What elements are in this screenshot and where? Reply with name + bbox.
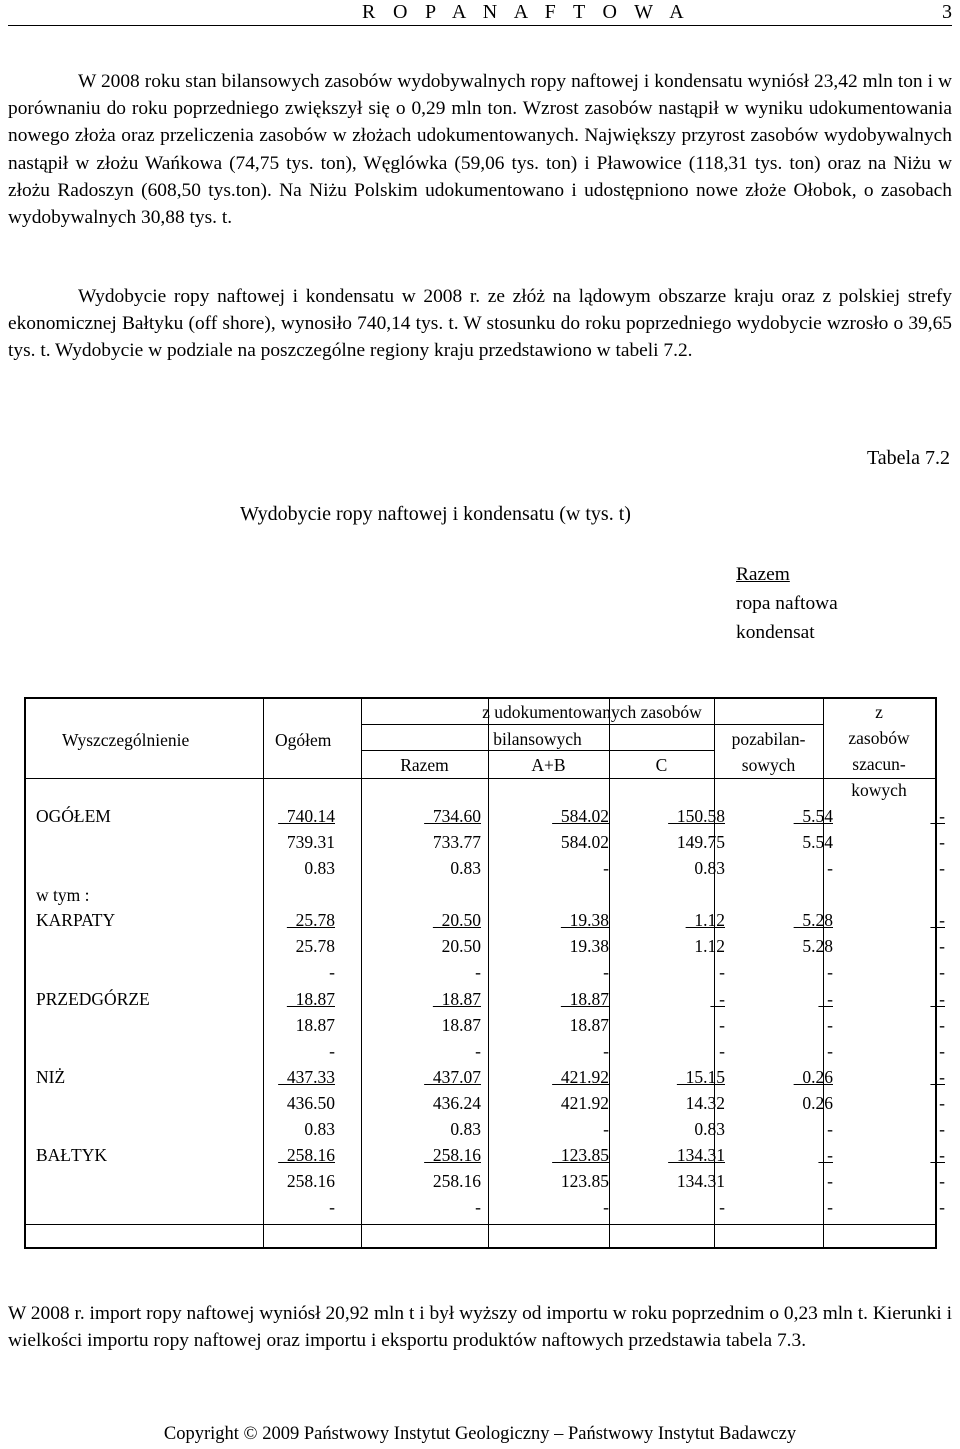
cell-c: - — [719, 962, 725, 982]
cell-c: 1.12 — [685, 910, 725, 930]
cell-razem: 20.50 — [432, 910, 481, 930]
cell-c: 0.83 — [694, 1119, 725, 1139]
cell-razem: 437.07 — [424, 1067, 481, 1087]
cell-szac: - — [930, 1067, 945, 1087]
table-title: Wydobycie ropy naftowej i kondensatu (w tys. t) — [240, 503, 631, 525]
table-label: Tabela 7.2 — [866, 447, 950, 469]
cell-ab: 584.02 — [552, 806, 609, 826]
header-szacunkowych: z zasobów szacun- kowych — [848, 702, 910, 800]
cell-razem: 0.83 — [450, 858, 481, 878]
cell-ab: 19.38 — [569, 936, 609, 956]
cell-razem: 734.60 — [424, 806, 481, 826]
row-label: NIŻ — [36, 1067, 66, 1087]
cell-ab: - — [603, 1041, 609, 1061]
cell-poza: 5.54 — [802, 832, 833, 852]
cell-poza: - — [827, 962, 833, 982]
cell-razem: 18.87 — [432, 989, 481, 1009]
header-udokumentowanych: z udokumentowanych zasobów — [482, 702, 702, 722]
header-razem: Razem — [400, 755, 449, 775]
cell-ogolem: 18.87 — [295, 1015, 335, 1035]
header-ogolem: Ogółem — [275, 730, 332, 750]
paragraph-production: Wydobycie ropy naftowej i kondensatu w 2008 r. ze złóż na lądowym obszarze kraju oraz z polskiej strefy ekonomicznej Bałtyku (off shore), wynosiło 740,14 tys. t. W stosunku do roku poprzedniego wydobycie wzrosło o 39,65 tys. t. Wydobycie w podziale na poszczególne regiony kraju przedstawiono w tabeli 7.2. — [8, 286, 952, 362]
cell-szac: - — [930, 806, 945, 826]
cell-szac: - — [939, 1119, 945, 1139]
cell-szac: - — [930, 1145, 945, 1165]
cell-poza: - — [827, 1171, 833, 1191]
cell-ogolem: 436.50 — [286, 1093, 335, 1113]
page-header — [8, 0, 952, 24]
cell-razem: 258.16 — [432, 1171, 481, 1191]
cell-ogolem: - — [329, 962, 335, 982]
cell-c: 150.58 — [668, 806, 725, 826]
cell-ab: 123.85 — [552, 1145, 609, 1165]
cell-poza: 5.28 — [802, 936, 833, 956]
cell-poza: - — [827, 858, 833, 878]
cell-ab: - — [603, 858, 609, 878]
cell-c: 134.31 — [668, 1145, 725, 1165]
cell-ogolem: 18.87 — [286, 989, 335, 1009]
chapter-title: R O P A N A F T O W A — [362, 1, 690, 23]
header-pozabilansowych: pozabilan- sowych — [731, 729, 806, 775]
cell-poza: 5.28 — [793, 910, 833, 930]
cell-ab: - — [603, 962, 609, 982]
row-label: KARPATY — [36, 910, 116, 930]
copyright-footer: Copyright © 2009 Państwowy Instytut Geologiczny – Państwowy Instytut Badawczy — [163, 1424, 797, 1444]
cell-ogolem: - — [329, 1197, 335, 1217]
cell-ab: 123.85 — [560, 1171, 609, 1191]
cell-poza: - — [827, 1041, 833, 1061]
header-rule — [8, 25, 952, 26]
cell-razem: 258.16 — [424, 1145, 481, 1165]
cell-poza: 0.26 — [793, 1067, 833, 1087]
header-ab: A+B — [531, 755, 566, 775]
cell-szac: - — [939, 962, 945, 982]
cell-ogolem: 0.83 — [304, 858, 335, 878]
cell-szac: - — [939, 1093, 945, 1113]
cell-szac: - — [939, 832, 945, 852]
legend-kondensat: kondensat — [736, 622, 815, 643]
cell-ogolem: 739.31 — [286, 832, 335, 852]
header-wyszczegolnienie: Wyszczególnienie — [62, 730, 190, 750]
cell-c: 1.12 — [694, 936, 725, 956]
cell-ab: 421.92 — [560, 1093, 609, 1113]
row-label: BAŁTYK — [36, 1145, 107, 1165]
cell-poza: - — [827, 1197, 833, 1217]
cell-razem: 0.83 — [450, 1119, 481, 1139]
cell-razem: - — [475, 962, 481, 982]
cell-razem: 20.50 — [441, 936, 481, 956]
production-table — [24, 697, 945, 1249]
cell-ogolem: 25.78 — [286, 910, 335, 930]
row-label: PRZEDGÓRZE — [36, 989, 150, 1009]
cell-szac: - — [939, 858, 945, 878]
cell-c: - — [719, 1041, 725, 1061]
cell-szac: - — [939, 1197, 945, 1217]
cell-c: 134.31 — [676, 1171, 725, 1191]
cell-szac: - — [930, 910, 945, 930]
cell-razem: 18.87 — [441, 1015, 481, 1035]
cell-ab: - — [603, 1197, 609, 1217]
cell-razem: 436.24 — [432, 1093, 481, 1113]
cell-ogolem: 258.16 — [278, 1145, 335, 1165]
cell-ab: 18.87 — [569, 1015, 609, 1035]
table-legend — [736, 560, 838, 647]
cell-ogolem: 25.78 — [295, 936, 335, 956]
paragraph-import: W 2008 r. import ropy naftowej wyniósł 20,92 mln t i był wyższy od importu w roku poprzednim o 0,23 mln t. Kierunki i wielkości importu ropy naftowej oraz importu i eksportu produktów naftowych przedstawia tabela 7.3. — [8, 1303, 952, 1352]
label-w-tym: w tym : — [36, 885, 90, 905]
cell-szac: - — [939, 936, 945, 956]
cell-c: 149.75 — [676, 832, 725, 852]
cell-c: - — [719, 1015, 725, 1035]
cell-poza: - — [818, 989, 833, 1009]
cell-szac: - — [930, 989, 945, 1009]
legend-razem: Razem — [736, 564, 790, 585]
cell-razem: - — [475, 1041, 481, 1061]
cell-szac: - — [939, 1015, 945, 1035]
cell-szac: - — [939, 1171, 945, 1191]
paragraph-reserves: W 2008 roku stan bilansowych zasobów wydobywalnych ropy naftowej i kondensatu wyniósł 23,42 mln ton i w porównaniu do roku poprzedniego zwiększył się o 0,29 mln ton. Wzrost zasobów nastąpił w wyniku udokumentowania nowego złoża oraz przeliczenia zasobów w złożach udokumentowanych. Największy przyrost zasobów wydobywalnych nastąpił w złożu Wańkowa (74,75 tys. ton), Węglówka (59,06 tys. ton) i Pławowice (118,31 tys. ton) oraz na Niżu w złożu Radoszyn (608,50 tys.ton). Na Niżu Polskim udokumentowano i udostępniono nowe złoże Ołobok, o zasobach wydobywalnych 30,88 tys. t. — [8, 71, 952, 229]
cell-poza: 5.54 — [793, 806, 833, 826]
cell-ogolem: - — [329, 1041, 335, 1061]
cell-c: 15.15 — [676, 1067, 725, 1087]
cell-ogolem: 0.83 — [304, 1119, 335, 1139]
cell-razem: 733.77 — [432, 832, 481, 852]
cell-ab: - — [603, 1119, 609, 1139]
cell-poza: - — [818, 1145, 833, 1165]
cell-ogolem: 437.33 — [278, 1067, 335, 1087]
cell-ab: 19.38 — [560, 910, 609, 930]
page-number: 3 — [942, 1, 952, 23]
legend-ropa: ropa naftowa — [736, 593, 838, 614]
cell-szac: - — [939, 1041, 945, 1061]
cell-ogolem: 258.16 — [286, 1171, 335, 1191]
header-c: C — [655, 755, 668, 775]
cell-ogolem: 740.14 — [278, 806, 335, 826]
cell-c: - — [710, 989, 725, 1009]
cell-poza: 0.26 — [802, 1093, 833, 1113]
cell-c: 0.83 — [694, 858, 725, 878]
cell-ab: 18.87 — [560, 989, 609, 1009]
row-label: OGÓŁEM — [36, 806, 111, 826]
cell-razem: - — [475, 1197, 481, 1217]
cell-ab: 421.92 — [552, 1067, 609, 1087]
cell-poza: - — [827, 1119, 833, 1139]
cell-c: - — [719, 1197, 725, 1217]
header-bilansowych: bilansowych — [493, 729, 582, 749]
cell-poza: - — [827, 1015, 833, 1035]
cell-c: 14.32 — [685, 1093, 725, 1113]
cell-ab: 584.02 — [560, 832, 609, 852]
